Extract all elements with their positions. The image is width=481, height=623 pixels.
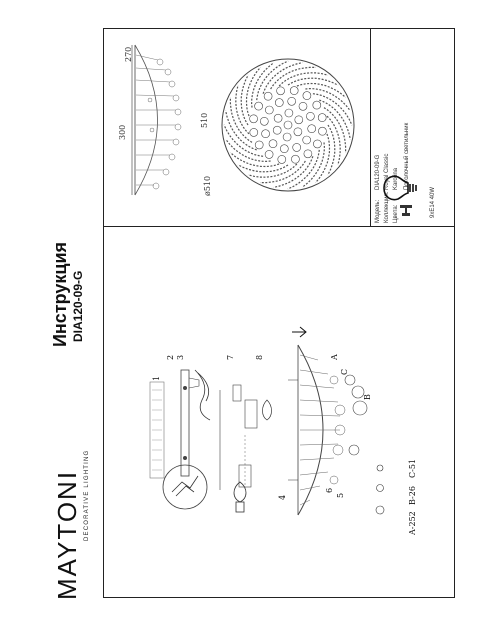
crystal-ball [288, 97, 296, 105]
crystal-ball [294, 128, 302, 136]
part-label-4: 4 [278, 494, 287, 500]
crystal-ball [262, 130, 270, 138]
part-label-c: C [340, 368, 349, 375]
crystal-ball [273, 126, 281, 134]
spiral-strand [279, 73, 328, 86]
crystal-ball [290, 87, 298, 95]
spiral-strand [238, 165, 288, 172]
crystal-ball [291, 155, 299, 163]
frame-parts-drawing [215, 380, 285, 500]
crystal-ball [278, 155, 286, 163]
crystal-ball [280, 145, 288, 153]
spec-color-label: Цвета: [393, 204, 399, 223]
crystal-ball [284, 121, 292, 129]
crystal-ball [313, 101, 321, 109]
spec-collection-label: Коллекция: [384, 191, 390, 223]
crystal-ball [250, 115, 258, 123]
spec-type-value: Потолочный светильник [404, 122, 410, 190]
crystal-ball [304, 150, 312, 158]
crystal-ball [255, 141, 263, 149]
spiral-strand [302, 142, 324, 187]
spec-color-value: Karolina [393, 167, 399, 190]
crystal-ball [318, 127, 326, 135]
part-label-2: 2 [166, 354, 175, 360]
crystal-ball [274, 114, 282, 122]
crystal-legend-drawing [370, 460, 400, 520]
spiral-strand [226, 139, 271, 161]
doc-title: Инструкция [50, 241, 70, 347]
crystal-ball [313, 140, 321, 148]
section-divider [103, 226, 455, 227]
part-label-3: 3 [176, 354, 185, 360]
spec-bulb-value: 9xE14 40W [430, 186, 436, 218]
spec-model-label: Модель: [375, 199, 381, 223]
brand-logo: MAYTONI [52, 469, 82, 600]
crystal-ball [293, 143, 301, 151]
spec-divider [370, 28, 371, 226]
dim-side: 300 [118, 124, 127, 140]
spiral-strand [257, 61, 289, 100]
doc-model: DIA120-09-G [71, 270, 85, 342]
dim-bottom: 510 [200, 112, 209, 128]
spiral-strand [288, 78, 338, 85]
part-label-5: 5 [336, 492, 345, 498]
spiral-strand [236, 85, 249, 134]
spiral-strand [328, 125, 335, 175]
crystal-ball [306, 112, 314, 120]
crystal-ball [318, 114, 326, 122]
spiral-strand [313, 94, 352, 126]
spiral-strand [224, 125, 263, 157]
dim-top: 270 [124, 46, 133, 62]
part-label-7: 7 [226, 354, 235, 360]
crystal-ball [269, 140, 277, 148]
part-label-b: B [363, 394, 372, 400]
crystal-ball [283, 133, 291, 141]
arrow-icon [290, 325, 310, 339]
pendant-crystals-drawing [340, 370, 370, 470]
part-label-1: 1 [152, 375, 161, 381]
spiral-strand [252, 63, 274, 108]
part-label-8: 8 [255, 354, 264, 360]
part-label-a: A [330, 354, 339, 360]
count-a: A-252 [408, 511, 417, 535]
crystal-ball [255, 102, 263, 110]
crystal-ball [308, 125, 316, 133]
crystal-ball [265, 150, 273, 158]
part-label-6: 6 [325, 487, 334, 493]
crystal-ball [264, 92, 272, 100]
side-view-drawing [130, 40, 190, 200]
spec-model-value: DIA120-09-G [375, 154, 381, 190]
spiral-strand [248, 164, 297, 177]
spiral-strand [288, 150, 320, 189]
crystal-ball [260, 117, 268, 125]
crystal-ball [299, 102, 307, 110]
crystal-ball [275, 99, 283, 107]
light-bulb-icon [380, 168, 420, 208]
count-c: C-51 [408, 458, 417, 478]
crystal-ball [285, 109, 293, 117]
crystal-ball [295, 116, 303, 124]
crystal-ball [250, 128, 258, 136]
spiral-strand [241, 75, 248, 125]
spiral-strand [327, 116, 340, 165]
brand-tagline: DECORATIVE LIGHTING [84, 449, 90, 541]
detail-magnifier-drawing [160, 462, 210, 512]
dim-diameter: ø510 [203, 175, 212, 196]
crystal-ball [303, 92, 311, 100]
crystal-ball [265, 106, 273, 114]
crystal-ball [303, 136, 311, 144]
spiral-strand [305, 89, 350, 111]
count-b: B-26 [408, 486, 417, 505]
crystal-ball [277, 87, 285, 95]
spec-collection-value: Royal Classic [384, 153, 390, 190]
top-view-drawing [218, 55, 358, 195]
